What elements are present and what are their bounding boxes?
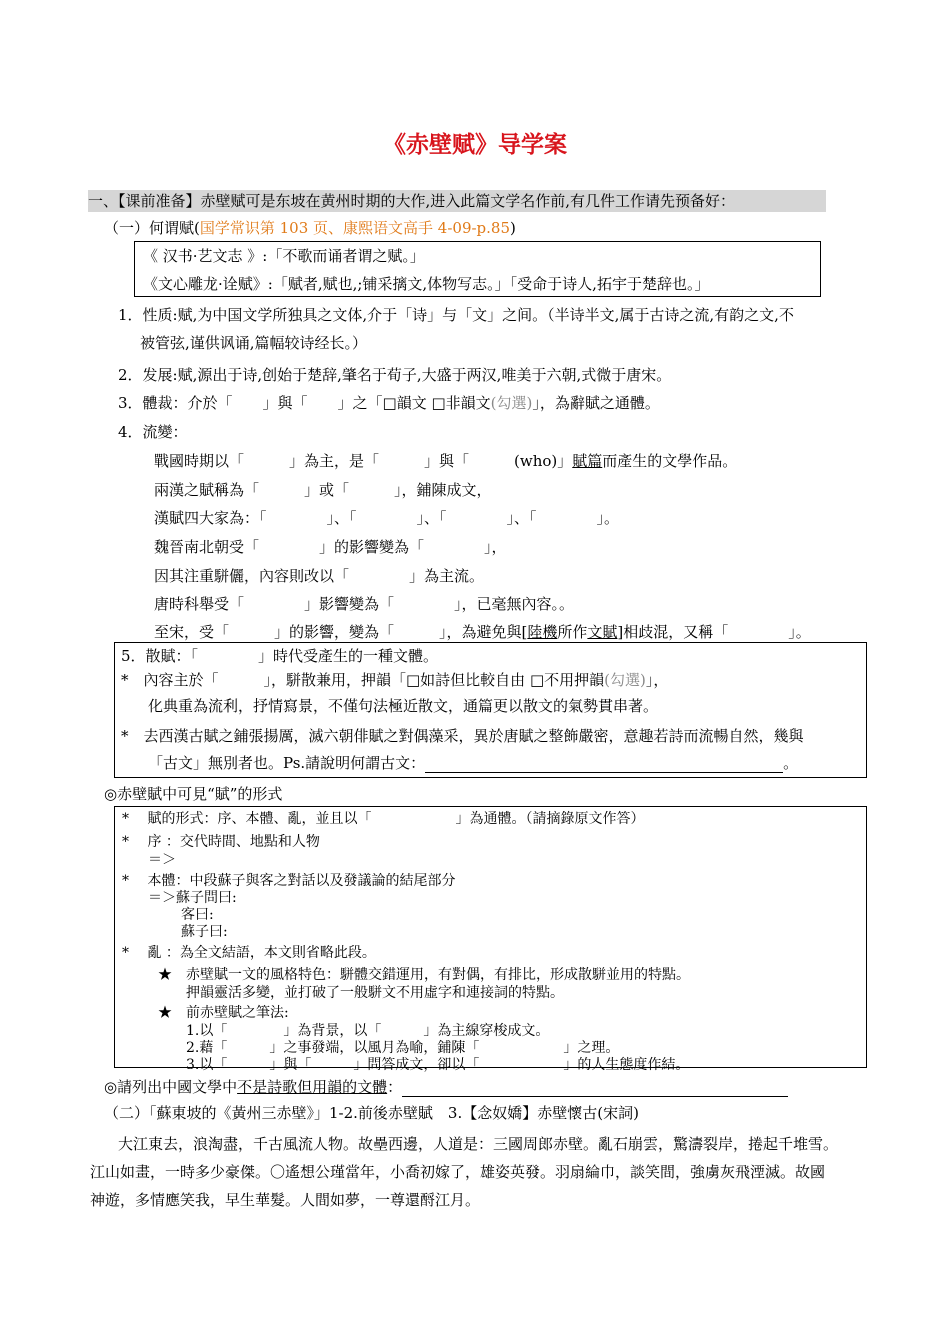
form-body-guest: 客曰:: [181, 907, 214, 923]
guwen-end: 。: [783, 754, 799, 772]
evolution-line-1-end: 而產生的文學作品。: [602, 452, 738, 470]
rhymed-genre-colon: ：: [387, 1078, 403, 1096]
section-2-heading: （二）「蘇東坡的《黃州三赤壁》」1-2.前後赤壁賦 3.【念奴嬌】赤壁懷古(宋詞): [104, 1104, 639, 1122]
form-item-luan: * 亂 ：為全文結語，本文則省略此段。: [122, 945, 376, 961]
evolution-line-2: 兩漢之賦稱為「 」或「 」，鋪陳成文，: [154, 481, 492, 499]
item-1-line-1: 1．性质:赋,为中国文学所独具之文体,介于「诗」与「文」之间。（半诗半文,属于古诗之流,有韵之文,不: [118, 306, 794, 324]
evolution-line-4: 魏晉南北朝受「 」的影響變為「 」，: [154, 538, 507, 556]
form-body-su-asks: ＝＞蘇子問曰:: [148, 890, 237, 906]
item-2: 2．发展:赋,源出于诗,创始于楚辞,肇名于荀子,大盛于两汉,唯美于六朝,式微于唐宋。: [118, 366, 672, 384]
form-item-preface: * 序 ：交代時間、地點和人物: [122, 834, 320, 850]
guwen-question: 「古文」無別者也。Ps.請說明何謂古文：: [148, 754, 426, 772]
item-5-point-1-end: 」，: [645, 671, 669, 689]
subsection-1-close: ): [510, 219, 516, 237]
evolution-line-7-text: 至宋，受「 」的影響，變為「 」，為避免與[: [154, 623, 528, 641]
form-body-su: 蘇子曰:: [181, 924, 228, 940]
writing-method-2: 2.藉「 」之事發端，以風月為喻，鋪陳「 」之理。: [186, 1040, 620, 1056]
quote-hanshu: 《 汉书·艺文志 》:「不歌而诵者谓之赋。」: [143, 247, 425, 265]
reference-note: 国学常识第 103 页、康熙语文高手 4-09-p.85: [199, 219, 511, 237]
evolution-line-7-end: ]相歧混，又稱「 」。: [617, 623, 811, 641]
rhymed-genre-answer-line[interactable]: [402, 1080, 788, 1097]
evolution-line-1-text: 戰國時期以「 」為主，是「 」與「 (who)」: [154, 452, 573, 470]
fu-form-heading: ◎赤壁賦中可見“賦”的形式: [104, 785, 283, 803]
item-5-point-1-text: * 內容主於「 」，駢散兼用，押韻「□如詩但比較自由 □不用押韻: [121, 671, 605, 689]
evolution-line-1: [154, 451, 737, 471]
subsection-1-label: （一）何谓赋(: [104, 219, 200, 237]
section-1-heading-text: 一、【课前准备】赤壁赋可是东坡在黄州时期的大作,进入此篇文学名作前,有几件工作请先预备好：: [88, 192, 736, 210]
wenfu-underlined: 文賦: [587, 623, 618, 641]
item-3-end: 」，為辭賦之通體。: [532, 394, 660, 412]
evolution-line-7: [154, 622, 811, 642]
item-1-line-2: 被管弦,谨供讽诵,篇幅较诗经长。）: [140, 334, 368, 352]
item-5-point-1-cont: 化典重為流利，抒情寫景，不僅句法極近散文，通篇更以散文的氣勢貫串著。: [148, 697, 659, 715]
quote-wenxindiaolong: 《文心雕龙·诠赋》:「赋者,赋也,;铺采摛文,体物写志。」「受命于诗人,拓宇于楚辞也。」: [143, 275, 710, 293]
section-1-heading: [88, 190, 826, 212]
poem-line-2: 江山如畫，一時多少豪傑。〇遙想公瑾當年，小喬初嫁了，雄姿英發。羽扇綸巾，談笑間，強虜灰飛湮滅。故國: [90, 1163, 826, 1181]
guwen-answer-line[interactable]: [425, 756, 783, 773]
rhymed-genre-prefix: ◎請列出中國文學中: [104, 1078, 238, 1096]
writing-method-heading: ★ 前赤壁賦之筆法:: [158, 1005, 289, 1021]
checkbox-hint: (勾選): [490, 394, 533, 412]
item-5-point-1: [121, 670, 668, 690]
luji-underlined: 陸機: [527, 623, 558, 641]
style-feature-1: ★ 赤壁賦一文的風格特色：駢體交錯運用，有對偶，有排比，形成散駢並用的特點。: [158, 967, 690, 983]
item-5-point-2-cont: [148, 753, 798, 773]
checkbox-hint-2: (勾選): [604, 671, 646, 689]
rhymed-genre-underlined: 不是詩歌但用韻的文體: [237, 1078, 388, 1096]
subsection-1-heading: [104, 218, 516, 238]
evolution-line-6: 唐時科舉受「 」影響變為「 」，已毫無內容。。: [154, 595, 575, 613]
page-title: 《赤壁赋》导学案: [383, 132, 567, 158]
evolution-line-5: 因其注重駢儷，內容則改以「 」為主流。: [154, 567, 485, 585]
form-item-body: * 本體：中段蘇子與客之對話以及發議論的結尾部分: [122, 873, 456, 889]
form-item-1: * 賦的形式：序、本體、亂，並且以「 」為通體。（請摘錄原文作答）: [122, 811, 645, 827]
rhymed-genre-question: [104, 1077, 788, 1097]
writing-method-1: 1.以「 」為背景，以「 」為主線穿梭成文。: [186, 1023, 550, 1039]
item-5-heading: 5．散賦：「 」時代受產生的一種文體。: [121, 647, 439, 665]
writing-method-3: 3.以「 」與「 」問答成文，卻以「 」的人生態度作結。: [186, 1057, 690, 1073]
evolution-line-7-mid: 所作: [557, 623, 588, 641]
item-4-heading: 4．流變：: [118, 423, 188, 441]
fupian-underlined: 賦篇: [572, 452, 603, 470]
form-preface-arrow: ＝＞: [148, 852, 176, 868]
item-3-text: 3．體裁：介於「 」與「 」之「□韻文 □非韻文: [118, 394, 491, 412]
poem-line-3: 神遊，多情應笑我，早生華髮。人間如夢，一尊還酹江月。: [90, 1191, 481, 1209]
item-3: [118, 393, 660, 413]
evolution-line-3: 漢賦四大家為：「 」、「 」、「 」、「 」。: [154, 509, 620, 527]
item-5-point-2: * 去西漢古賦之鋪張揚厲，滅六朝俳賦之對偶藻采，異於唐賦之整飾嚴密，意趣若詩而流暢自然，幾與: [121, 727, 804, 745]
style-feature-2: 押韻靈活多變，並打破了一般駢文不用虛字和連接詞的特點。: [186, 985, 564, 1001]
poem-line-1: 大江東去，浪淘盡，千古風流人物。故壘西邊，人道是：三國周郎赤壁。亂石崩雲，驚濤裂岸，捲起千堆雪。: [118, 1135, 839, 1153]
